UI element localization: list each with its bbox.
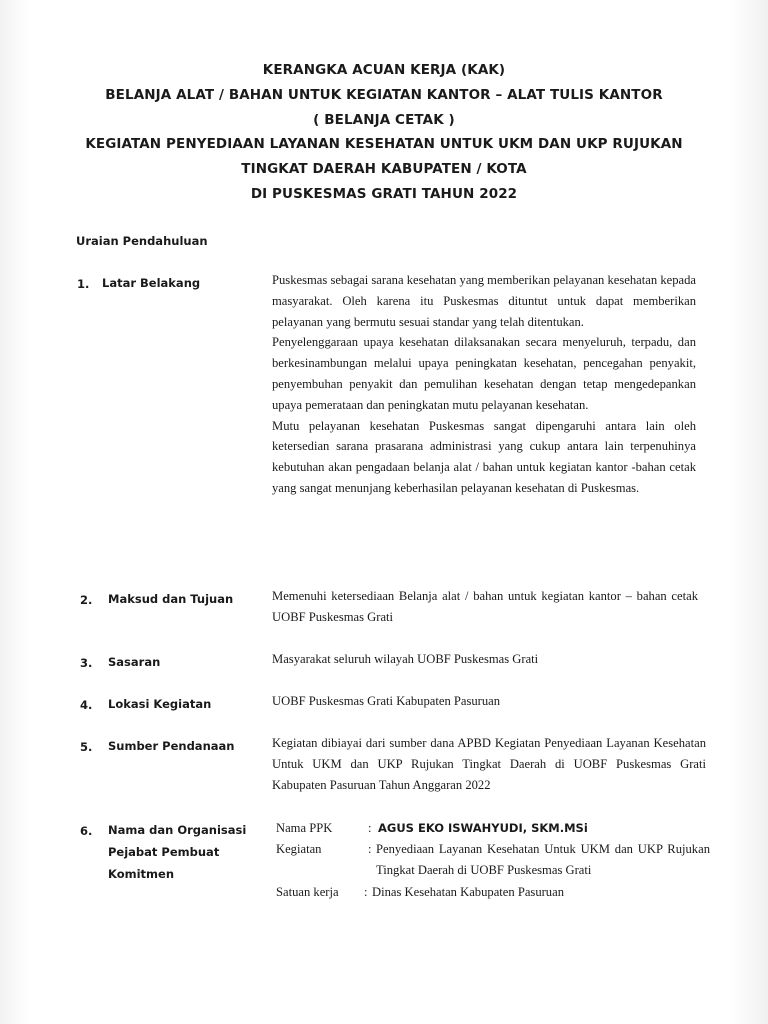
doc-title-line-3: ( BELANJA CETAK ) [313, 112, 455, 128]
section-3-number: 3. [80, 656, 93, 670]
section-6-number: 6. [80, 824, 93, 838]
section-6-label-line-2: Pejabat Pembuat [108, 845, 220, 859]
ppk-row-satuan-kerja-key: Satuan kerja [276, 885, 339, 899]
section-2-text: Memenuhi ketersediaan Belanja alat / bahan untuk kegiatan kantor – bahan cetak UOBF Puskesmas Grati [272, 589, 698, 624]
ppk-row-name-colon: : [368, 821, 372, 835]
section-6-label-line-1: Nama dan Organisasi [108, 823, 247, 837]
section-1-label: Latar Belakang [102, 276, 201, 290]
ppk-satuan-kerja-value: Dinas Kesehatan Kabupaten Pasuruan [372, 885, 564, 899]
doc-title-line-4: KEGIATAN PENYEDIAAN LAYANAN KESEHATAN UNTUK UKM DAN UKP RUJUKAN [85, 136, 683, 152]
section-2-label: Maksud dan Tujuan [108, 592, 234, 606]
section-1-paragraph-3: Mutu pelayanan kesehatan Puskesmas sangat dipengaruhi antara lain oleh ketersedian sarana prasarana administrasi yang cukup antara lain terpenuhinya kebutuhan akan pengadaan belanja alat / bahan untuk kegiatan kantor -bahan cetak yang sangat menunjang keberhasilan pelayanan kesehatan di Puskesmas. [272, 418, 696, 495]
ppk-name-value: AGUS EKO ISWAHYUDI, SKM.MSi [378, 821, 588, 835]
doc-title-line-2: BELANJA ALAT / BAHAN UNTUK KEGIATAN KANTOR – ALAT TULIS KANTOR [105, 87, 663, 103]
section-1-paragraph-1: Puskesmas sebagai sarana kesehatan yang memberikan pelayanan kesehatan kepada masyarakat. Oleh karena itu Puskesmas dituntut untuk dapat memberikan pelayanan yang bermutu sesuai standar yang telah ditentukan. [272, 273, 696, 329]
doc-title-line-1: KERANGKA ACUAN KERJA (KAK) [262, 62, 506, 78]
section-5-text: Kegiatan dibiayai dari sumber dana APBD Kegiatan Penyediaan Layanan Kesehatan Untuk UKM dan UKP Rujukan Tingkat Daerah di UOBF Puskesmas Grati Kabupaten Pasuruan Tahun Anggaran 2022 [272, 736, 706, 792]
ppk-row-satuan-kerja [276, 882, 712, 906]
ppk-kegiatan-value: Penyediaan Layanan Kesehatan Untuk UKM dan UKP Rujukan Tingkat Daerah di UOBF Puskesmas Grati [376, 842, 710, 877]
section-5-number: 5. [80, 740, 93, 754]
section-4-text: UOBF Puskesmas Grati Kabupaten Pasuruan [272, 694, 501, 708]
section-4-label: Lokasi Kegiatan [108, 697, 212, 711]
section-5-label: Sumber Pendanaan [108, 739, 235, 753]
section-1-body [272, 270, 696, 499]
ppk-row-kegiatan-key: Kegiatan [276, 842, 322, 856]
ppk-row-name-key: Nama PPK [276, 821, 333, 835]
section-2-number: 2. [80, 593, 93, 607]
section-3-label: Sasaran [108, 655, 161, 669]
ppk-row-kegiatan [276, 839, 712, 883]
section-1-paragraph-2: Penyelenggaraan upaya kesehatan dilaksanakan secara menyeluruh, terpadu, dan berkesinambungan melalui upaya peningkatan kesehatan, pencegahan penyakit, penyembuhan penyakit dan pemulihan kesehatan dengan tetap mengedepankan upaya pemerataan dan peningkatan mutu pelayanan kesehatan. [272, 335, 696, 412]
section-1-number: 1. [77, 277, 90, 291]
section-4-number: 4. [80, 698, 93, 712]
doc-title-line-6: DI PUSKESMAS GRATI TAHUN 2022 [250, 186, 518, 202]
doc-title-line-5: TINGKAT DAERAH KABUPATEN / KOTA [241, 161, 527, 177]
section-6-label-line-3: Komitmen [108, 867, 175, 881]
ppk-row-kegiatan-colon: : [368, 842, 372, 856]
ppk-row-satuan-kerja-colon: : [364, 885, 368, 899]
section-3-text: Masyarakat seluruh wilayah UOBF Puskesmas Grati [272, 652, 539, 666]
intro-heading: Uraian Pendahuluan [76, 234, 208, 248]
